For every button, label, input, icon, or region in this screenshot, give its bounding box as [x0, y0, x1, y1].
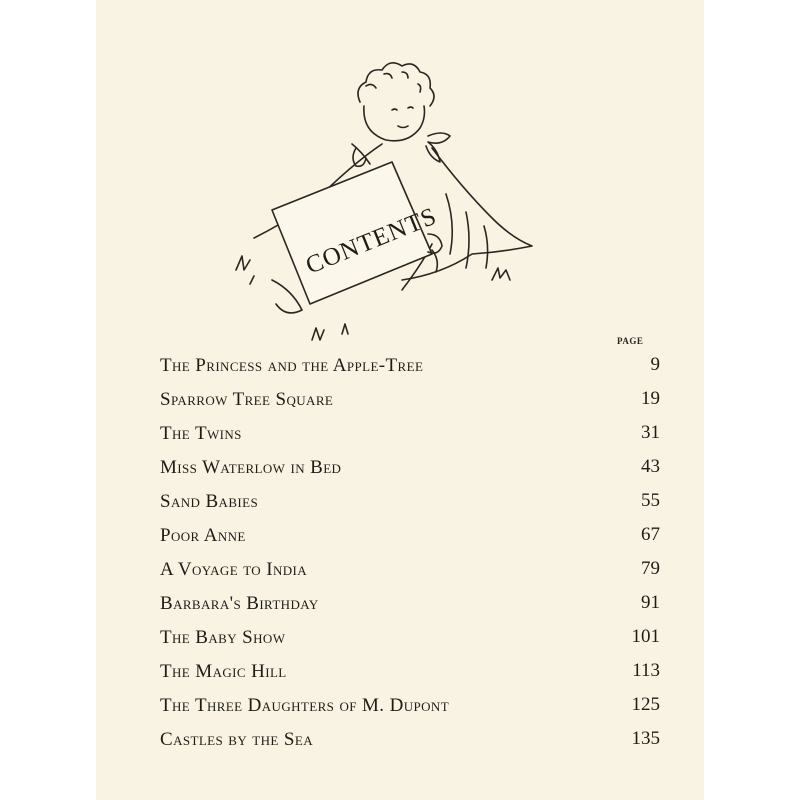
toc-entry-page-number: 91: [641, 592, 660, 613]
contents-banner-text: CONTENTS: [302, 202, 441, 280]
toc-entry: [160, 695, 660, 725]
toc-entry: [160, 389, 660, 419]
toc-entry-page-number: 9: [650, 354, 660, 375]
toc-entry-page-number: 67: [641, 524, 660, 545]
toc-entry: [160, 627, 660, 657]
toc-entry-page-number: 31: [641, 422, 660, 443]
toc-entry: [160, 457, 660, 487]
toc-entry-title: The Magic Hill: [160, 661, 287, 682]
toc-entry-title: A Voyage to India: [160, 559, 308, 580]
toc-entry: [160, 661, 660, 691]
toc-entry-page-number: 113: [632, 660, 660, 681]
page-column-heading: PAGE: [617, 336, 644, 346]
toc-entry: [160, 355, 660, 385]
toc-entry-title: Castles by the Sea: [160, 729, 314, 750]
toc-entry-title: Sparrow Tree Square: [160, 389, 334, 410]
toc-entry-title: Barbara's Birthday: [160, 593, 319, 614]
toc-entry-page-number: 135: [631, 728, 660, 749]
toc-entry: [160, 423, 660, 453]
toc-entry-page-number: 55: [641, 490, 660, 511]
toc-entry: [160, 525, 660, 555]
toc-entry: [160, 593, 660, 623]
toc-entry-page-number: 125: [631, 694, 660, 715]
toc-entry-page-number: 79: [641, 558, 660, 579]
toc-entry: [160, 491, 660, 521]
toc-entry-title: Sand Babies: [160, 491, 259, 512]
toc-entry-page-number: 19: [641, 388, 660, 409]
toc-entry-page-number: 43: [641, 456, 660, 477]
toc-entry: [160, 729, 660, 759]
toc-entry-title: The Twins: [160, 423, 242, 444]
toc-entry-title: Poor Anne: [160, 525, 246, 546]
toc-entry-title: The Three Daughters of M. Dupont: [160, 695, 450, 716]
toc-entry-title: The Princess and the Apple-Tree: [160, 355, 424, 376]
toc-entry-page-number: 101: [631, 626, 660, 647]
toc-entry-title: The Baby Show: [160, 627, 286, 648]
toc-entry-title: Miss Waterlow in Bed: [160, 457, 342, 478]
toc-entry: [160, 559, 660, 589]
